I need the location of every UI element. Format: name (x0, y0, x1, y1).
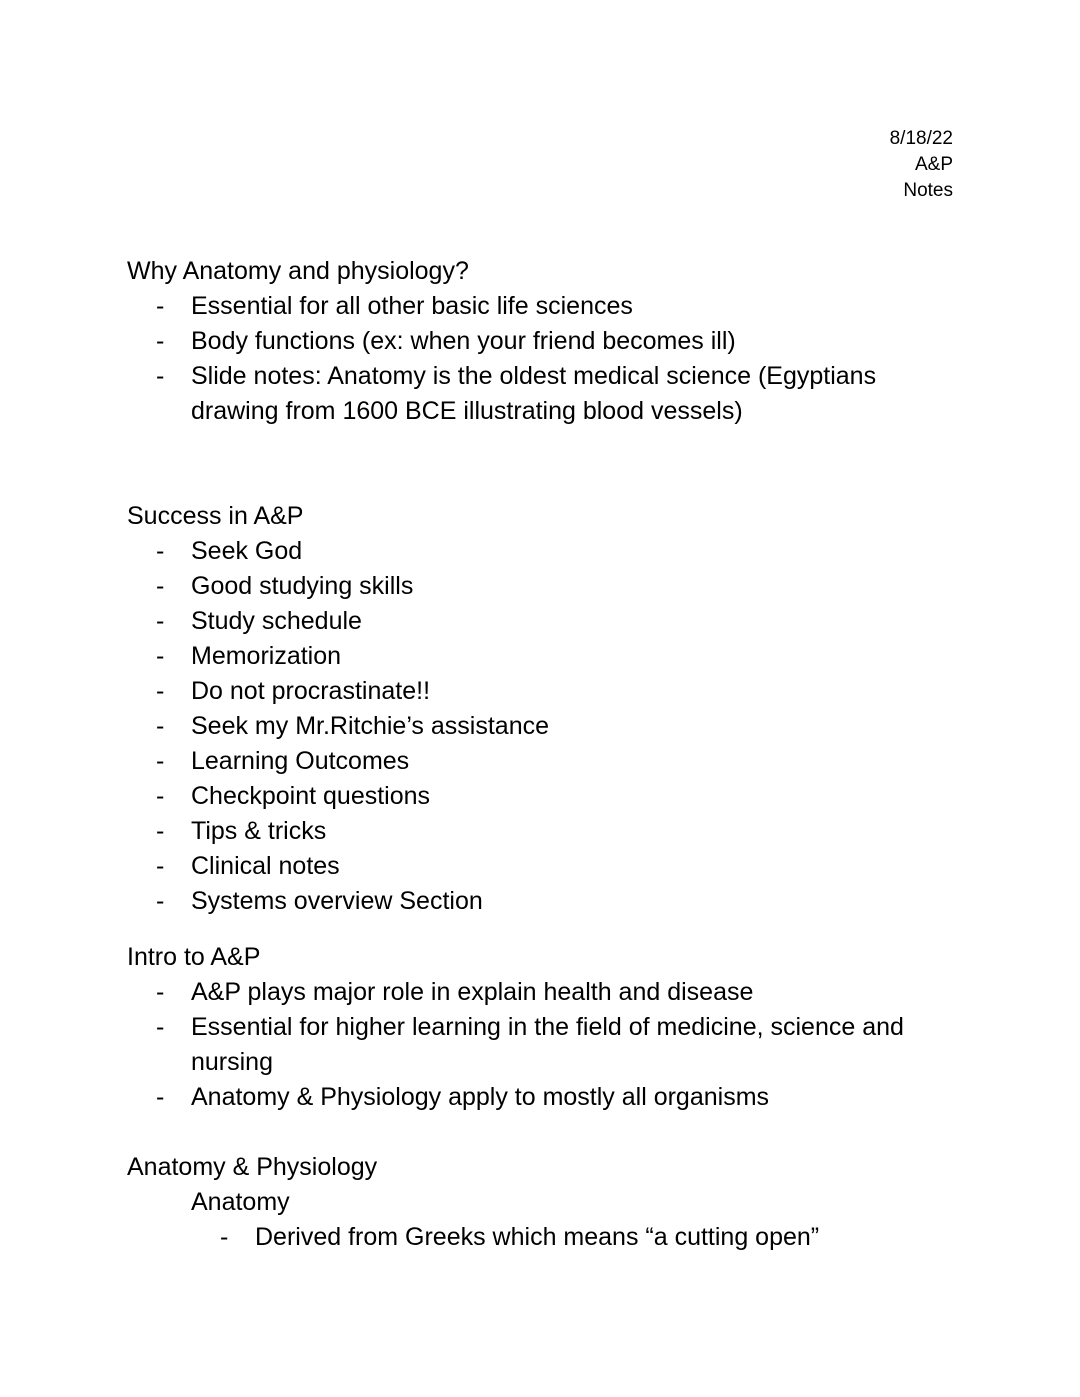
dash-marker: - (156, 782, 165, 810)
dash-marker: - (156, 817, 165, 845)
bullet-list (127, 534, 957, 919)
dash-marker: - (156, 677, 165, 705)
list-item (127, 744, 957, 779)
list-item-text: Good studying skills (191, 572, 414, 600)
list-item (127, 359, 957, 429)
list-item (127, 639, 957, 674)
note-type: Notes (903, 180, 953, 201)
list-item (127, 534, 957, 569)
note-date: 8/18/22 (889, 128, 953, 149)
list-item-text: Body functions (ex: when your friend becomes ill) (191, 327, 736, 355)
dash-marker: - (156, 537, 165, 565)
list-item (127, 289, 957, 324)
dash-marker: - (156, 1083, 165, 1111)
section-intro (127, 940, 957, 1115)
list-item-text: Essential for higher learning in the field of medicine, science and nursing (191, 1013, 904, 1076)
dash-marker: - (156, 852, 165, 880)
list-item-text: Anatomy & Physiology apply to mostly all organisms (191, 1083, 770, 1111)
section-heading: Anatomy & Physiology (127, 1153, 378, 1181)
dash-marker: - (156, 327, 165, 355)
section-success (127, 499, 957, 919)
section-heading: Success in A&P (127, 502, 304, 530)
list-item-text: Derived from Greeks which means “a cutting open” (255, 1223, 820, 1251)
list-item-text: Study schedule (191, 607, 362, 635)
dash-marker: - (156, 292, 165, 320)
dash-marker: - (156, 1013, 165, 1041)
subheading-anatomy: Anatomy (191, 1188, 290, 1216)
section-why (127, 254, 957, 429)
list-item-text: Seek God (191, 537, 303, 565)
list-item-text: Systems overview Section (191, 887, 483, 915)
list-item (127, 1220, 957, 1255)
list-item (127, 1080, 957, 1115)
note-header (890, 126, 953, 204)
section-heading: Intro to A&P (127, 943, 261, 971)
dash-marker: - (156, 712, 165, 740)
list-item-text: Tips & tricks (191, 817, 327, 845)
list-item (127, 779, 957, 814)
list-item (127, 324, 957, 359)
dash-marker: - (156, 642, 165, 670)
dash-marker: - (156, 607, 165, 635)
bullet-list (127, 1220, 957, 1255)
bullet-list (127, 289, 957, 429)
list-item-text: Essential for all other basic life sciences (191, 292, 633, 320)
document-body (127, 254, 957, 1255)
dash-marker: - (156, 978, 165, 1006)
section-anatomy-physiology (127, 1150, 957, 1255)
list-item-text: Memorization (191, 642, 342, 670)
list-item-text: Clinical notes (191, 852, 340, 880)
list-item-text: Checkpoint questions (191, 782, 431, 810)
section-heading: Why Anatomy and physiology? (127, 257, 469, 285)
dash-marker: - (156, 747, 165, 775)
list-item (127, 814, 957, 849)
list-item (127, 849, 957, 884)
list-item (127, 1010, 957, 1080)
list-item-text: Do not procrastinate!! (191, 677, 431, 705)
list-item (127, 709, 957, 744)
list-item-text: A&P plays major role in explain health and disease (191, 978, 754, 1006)
list-item (127, 884, 957, 919)
note-subject: A&P (914, 154, 953, 175)
list-item (127, 604, 957, 639)
list-item (127, 569, 957, 604)
bullet-list (127, 975, 957, 1115)
list-item (127, 674, 957, 709)
list-item (127, 975, 957, 1010)
dash-marker: - (156, 362, 165, 390)
dash-marker: - (220, 1223, 229, 1251)
list-item-text: Slide notes: Anatomy is the oldest medical science (Egyptians drawing from 1600 BCE illustrating blood vessels) (191, 362, 877, 425)
dash-marker: - (156, 572, 165, 600)
list-item-text: Learning Outcomes (191, 747, 410, 775)
list-item-text: Seek my Mr.Ritchie’s assistance (191, 712, 549, 740)
dash-marker: - (156, 887, 165, 915)
